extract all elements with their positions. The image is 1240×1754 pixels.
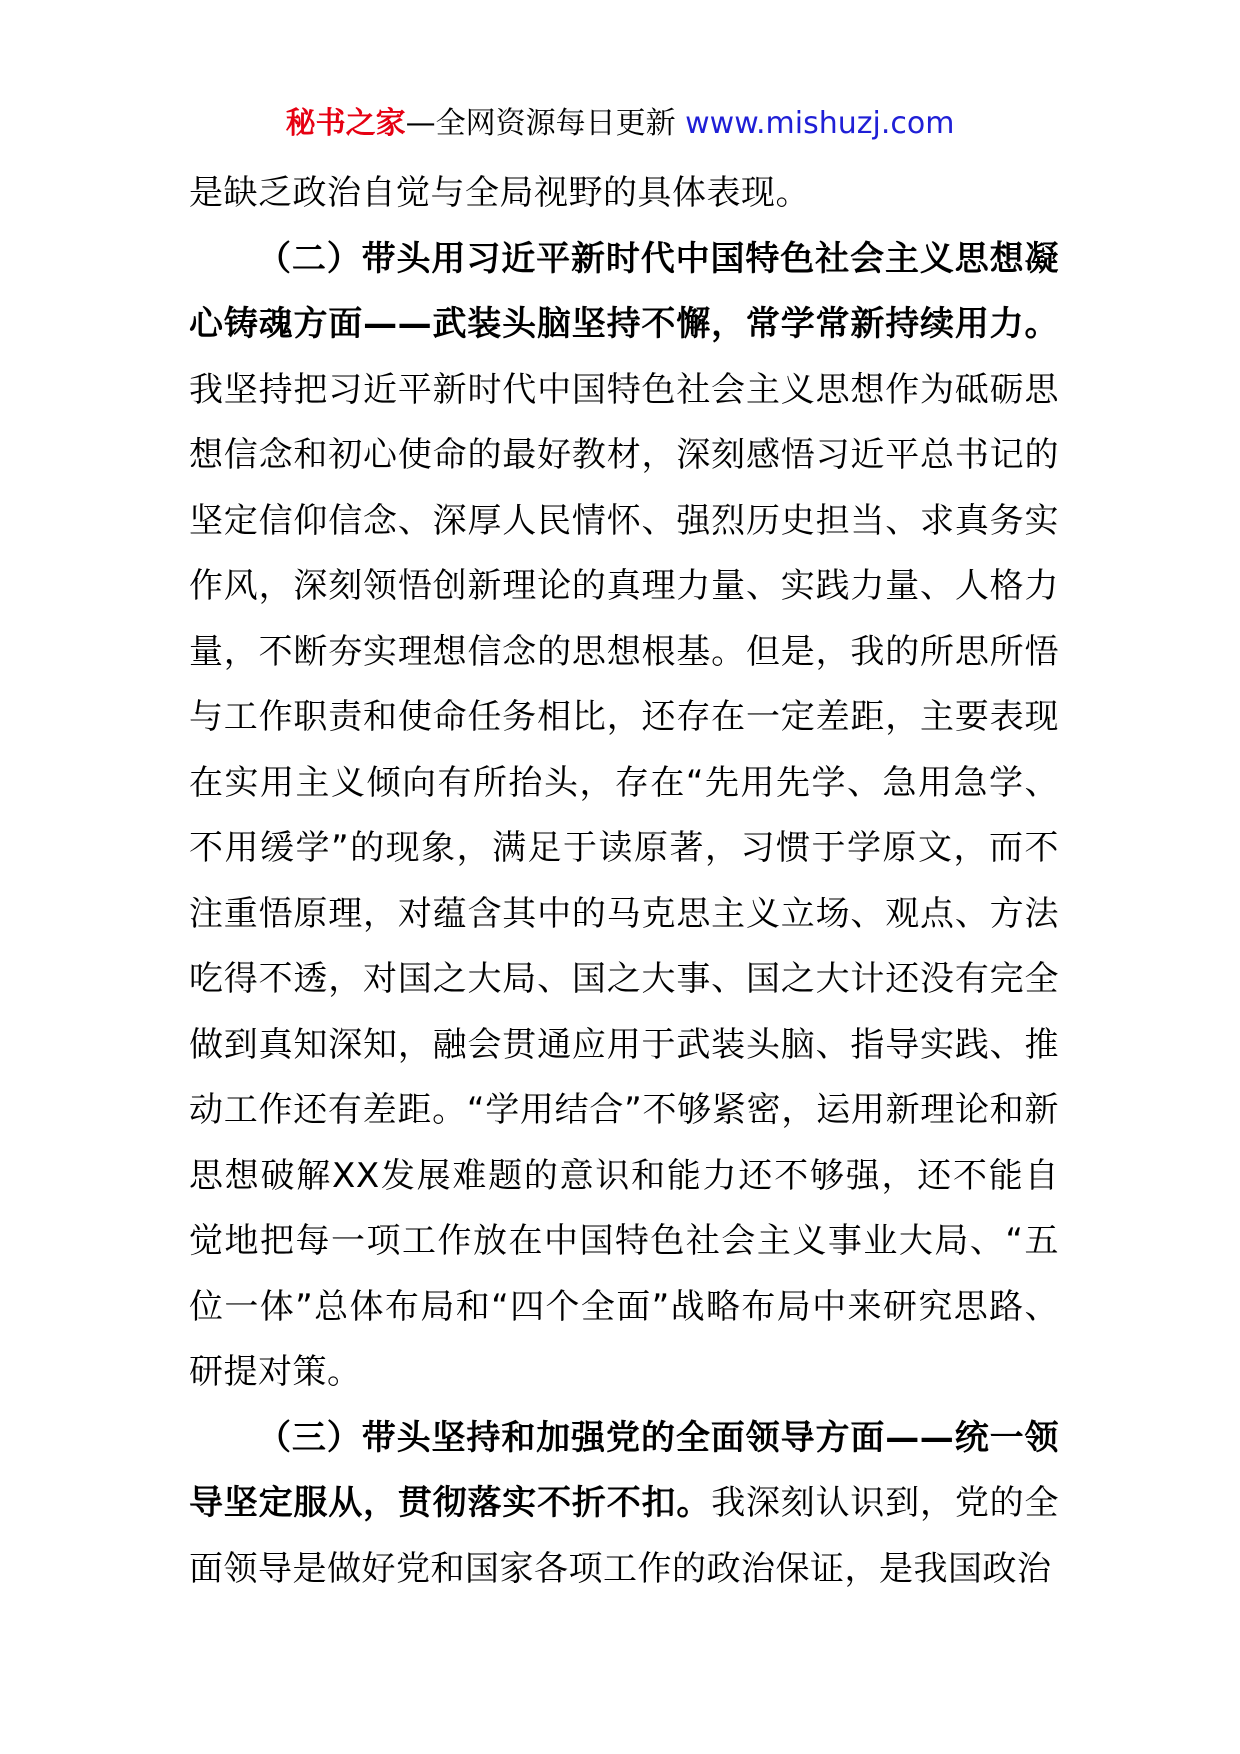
section-body-2: 我坚持把习近平新时代中国特色社会主义思想作为砥砺思想信念和初心使命的最好教材，深刻感悟习近平总书记的坚定信仰信念、深厚人民情怀、强烈历史担当、求真务实作风，深刻领悟创新理论的真理力量、实践力量、人格力量，不断夯实理想信念的思想根基。但是，我的所思所悟与工作职责和使命任务相比，还存在一定差距，主要表现在实用主义倾向有所抬头，存在“先用先学、急用急学、不用缓学”的现象，满足于读原著，习惯于学原文，而不注重悟原理，对蕴含其中的马克思主义立场、观点、方法吃得不透，对国之大局、国之大事、国之大计还没有完全做到真知深知，融会贯通应用于武装头脑、指导实践、推动工作还有差距。“学用结合”不够紧密，运用新理论和新思想破解XX发展难题的意识和能力还不够强，还不能自觉地把每一项工作放在中国特色社会主义事业大局、“五位一体”总体布局和“四个全面”战略布局中来研究思路、研提对策。	[189, 369, 1059, 1392]
section-heading-3: （三）带头坚持和加强党的全面领导方面——统一领导坚定服从，贯彻落实不折不扣。	[189, 1417, 1059, 1523]
header-url-link[interactable]: www.mishuzj.com	[685, 106, 955, 141]
section-heading-2: （二）带头用习近平新时代中国特色社会主义思想凝心铸魂方面——武装头脑坚持不懈，常学常新持续用力。	[189, 238, 1059, 344]
section-body-3: 我深刻认识到，党的全面领导是做好党和国家各项工作的政治保证，是我国政治	[189, 1483, 1059, 1589]
brand-name: 秘书之家	[285, 106, 406, 141]
header-tagline: —全网资源每日更新	[405, 106, 686, 141]
page-header	[0, 104, 1240, 144]
paragraph-section-2	[189, 227, 1059, 1406]
paragraph-text: 是缺乏政治自觉与全局视野的具体表现。	[189, 173, 810, 213]
paragraph-continuation	[189, 161, 1059, 227]
document-body	[189, 161, 1059, 1602]
paragraph-section-3	[189, 1406, 1059, 1603]
